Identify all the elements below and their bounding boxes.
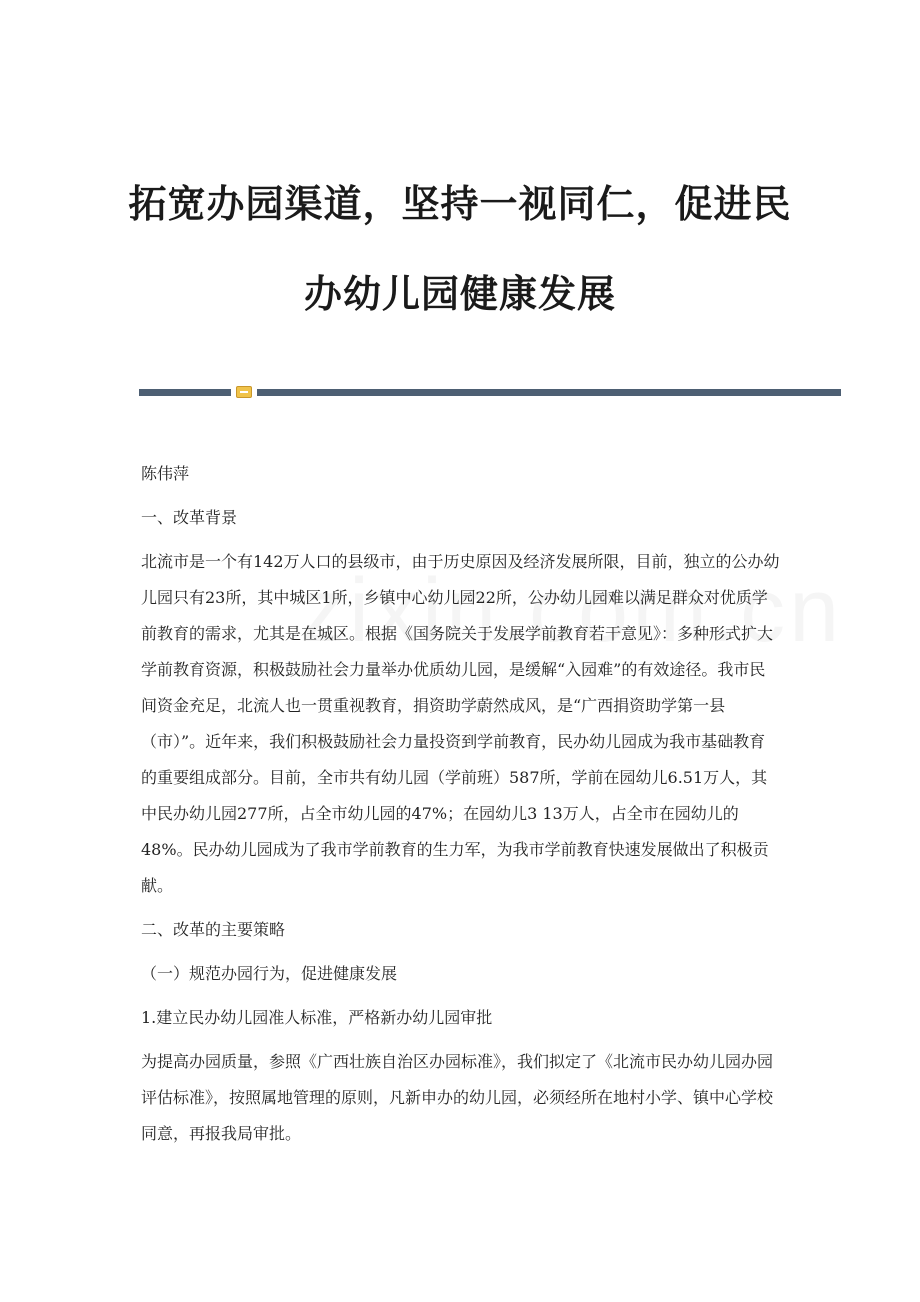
item-paragraph: 为提高办园质量，参照《广西壮族自治区办园标准》，我们拟定了《北流市民办幼儿园办园评估标准》，按照属地管理的原则，凡新申办的幼儿园，必须经所在地村小学、镇中心学校同意，再报我局审批。 [141, 1052, 774, 1143]
document-body [141, 456, 781, 1152]
section-heading-strategies: 二、改革的主要策略 [141, 920, 286, 939]
divider-bar-left [139, 389, 231, 396]
title-line-2: 办幼儿园健康发展 [303, 271, 616, 316]
title-line-1: 拓宽办园渠道，坚持一视同仁，促进民 [128, 181, 792, 226]
item-heading: 1.建立民办幼儿园准人标准，严格新办幼儿园审批 [141, 1008, 493, 1027]
book-icon [236, 386, 252, 398]
subsection-heading: （一）规范办园行为，促进健康发展 [141, 964, 398, 983]
section-heading-background: 一、改革背景 [141, 508, 238, 527]
document-title [110, 182, 810, 316]
section-paragraph-background: 北流市是一个有142万人口的县级市，由于历史原因及经济发展所限，目前，独立的公办幼儿园只有23所，其中城区1所，乡镇中心幼儿园22所，公办幼儿园难以满足群众对优质学前教育的需求，尤其是在城区。根据《国务院关于发展学前教育若干意见》：多种形式扩大学前教育资源，积极鼓励社会力量举办优质幼儿园，是缓解“入园难”的有效途径。我市民间资金充足，北流人也一贯重视教育，捐资助学蔚然成风，是“广西捐资助学第一县（市）”。近年来，我们积极鼓励社会力量投资到学前教育，民办幼儿园成为我市基础教育的重要组成部分。目前，全市共有幼儿园（学前班）587所，学前在园幼儿6.51万人，其中民办幼儿园277所，占全市幼儿园的47%；在园幼儿3 13万人，占全市在园幼儿的48%。民办幼儿园成为了我市学前教育的生力军，为我市学前教育快速发展做出了积极贡献。 [141, 552, 780, 895]
author-name: 陈伟萍 [141, 464, 190, 483]
divider-bar-right [257, 389, 841, 396]
title-divider [139, 386, 841, 396]
